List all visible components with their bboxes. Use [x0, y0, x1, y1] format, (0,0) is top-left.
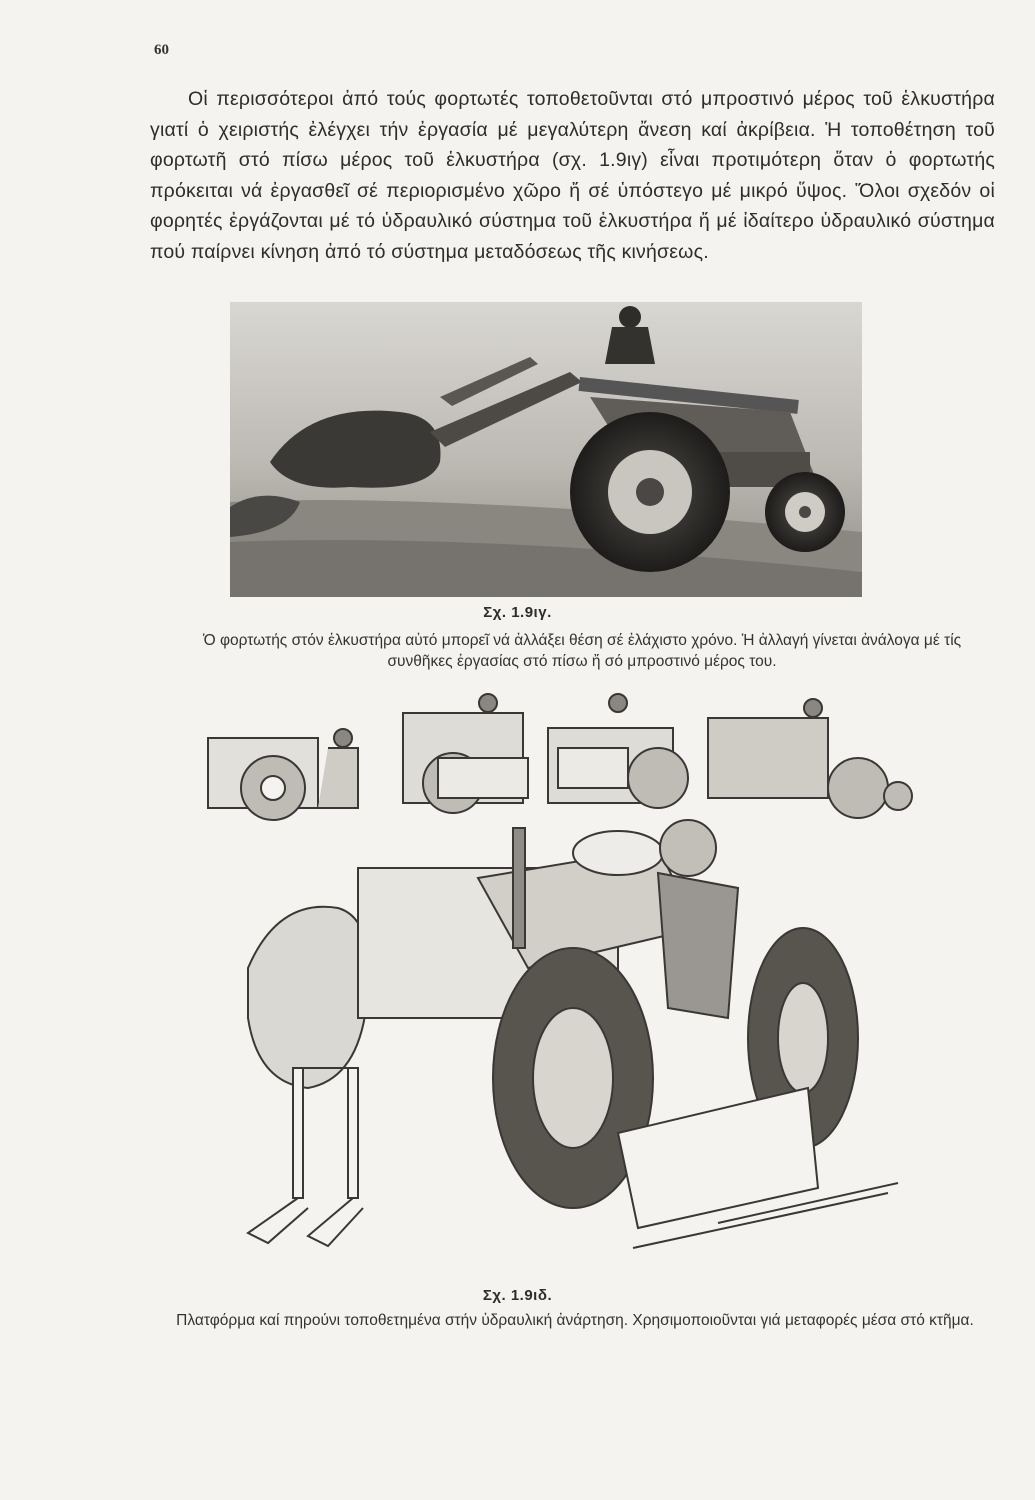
main-tractor: [248, 820, 898, 1248]
tractor-platform-forks-illustration: [198, 688, 922, 1266]
figure-caption-2: Πλατφόρμα καί πηρούνι τοποθετημένα στήν ὑδραυλική ἀνάρτηση. Χρησιμοποιοῦνται γιά μεταφορές μέσα στό κτῆμα.: [176, 1312, 974, 1329]
small-tractor-2: [403, 694, 528, 813]
body-paragraph: Οἱ περισσότεροι ἀπό τούς φορτωτές τοποθετοῦνται στό μπροστινό μέρος τοῦ ἑλκυστήρα γιατί ὁ χειριστής ἐλέγχει τήν ἐργασία μέ μεγαλύτερη ἄνεση καί ἀκρίβεια. Ἡ τοποθέτηση τοῦ φορτωτῆ στό πίσω μέρος τοῦ ἑλκυστήρα (σχ. 1.9ιγ) εἶναι προτιμότερη ὅταν ὁ φορτωτής πρόκειται νά ἐργασθεῖ σέ περιορισμένο χῶρο ἤ σέ ὑπόστεγο μέ μικρό ὕψος. Ὅλοι σχεδόν οἱ φορητές ἐργάζονται μέ τό ὑδραυλικό σύστημα τοῦ ἑλκυστήρα ἤ μέ ἰδαίτερο ὑδραυλικό σύστημα πού παίρνει κίνηση ἀπό τό σύστημα μεταδόσεως τῆς κινήσεως.: [150, 88, 995, 263]
figure-label-1: Σχ. 1.9ιγ.: [483, 604, 552, 621]
page-number: 60: [154, 42, 169, 58]
tractor-loader-photo: [230, 302, 862, 597]
figure-label-2: Σχ. 1.9ιδ.: [482, 1287, 553, 1304]
figure-caption-1: Ὁ φορτωτής στόν ἑλκυστήρα αὐτό μπορεῖ νά ἀλλάξει θέση σέ ἐλάχιστο χρόνο. Ἡ ἀλλαγή γίνεται ἀνάλογα μέ τίς συνθῆκες ἐργασίας στό πίσω ἤ σό μπροστινό μέρος του.: [202, 632, 962, 670]
small-tractor-1: [208, 729, 358, 820]
small-tractor-3: [548, 694, 688, 808]
small-tractor-4: [708, 699, 912, 818]
